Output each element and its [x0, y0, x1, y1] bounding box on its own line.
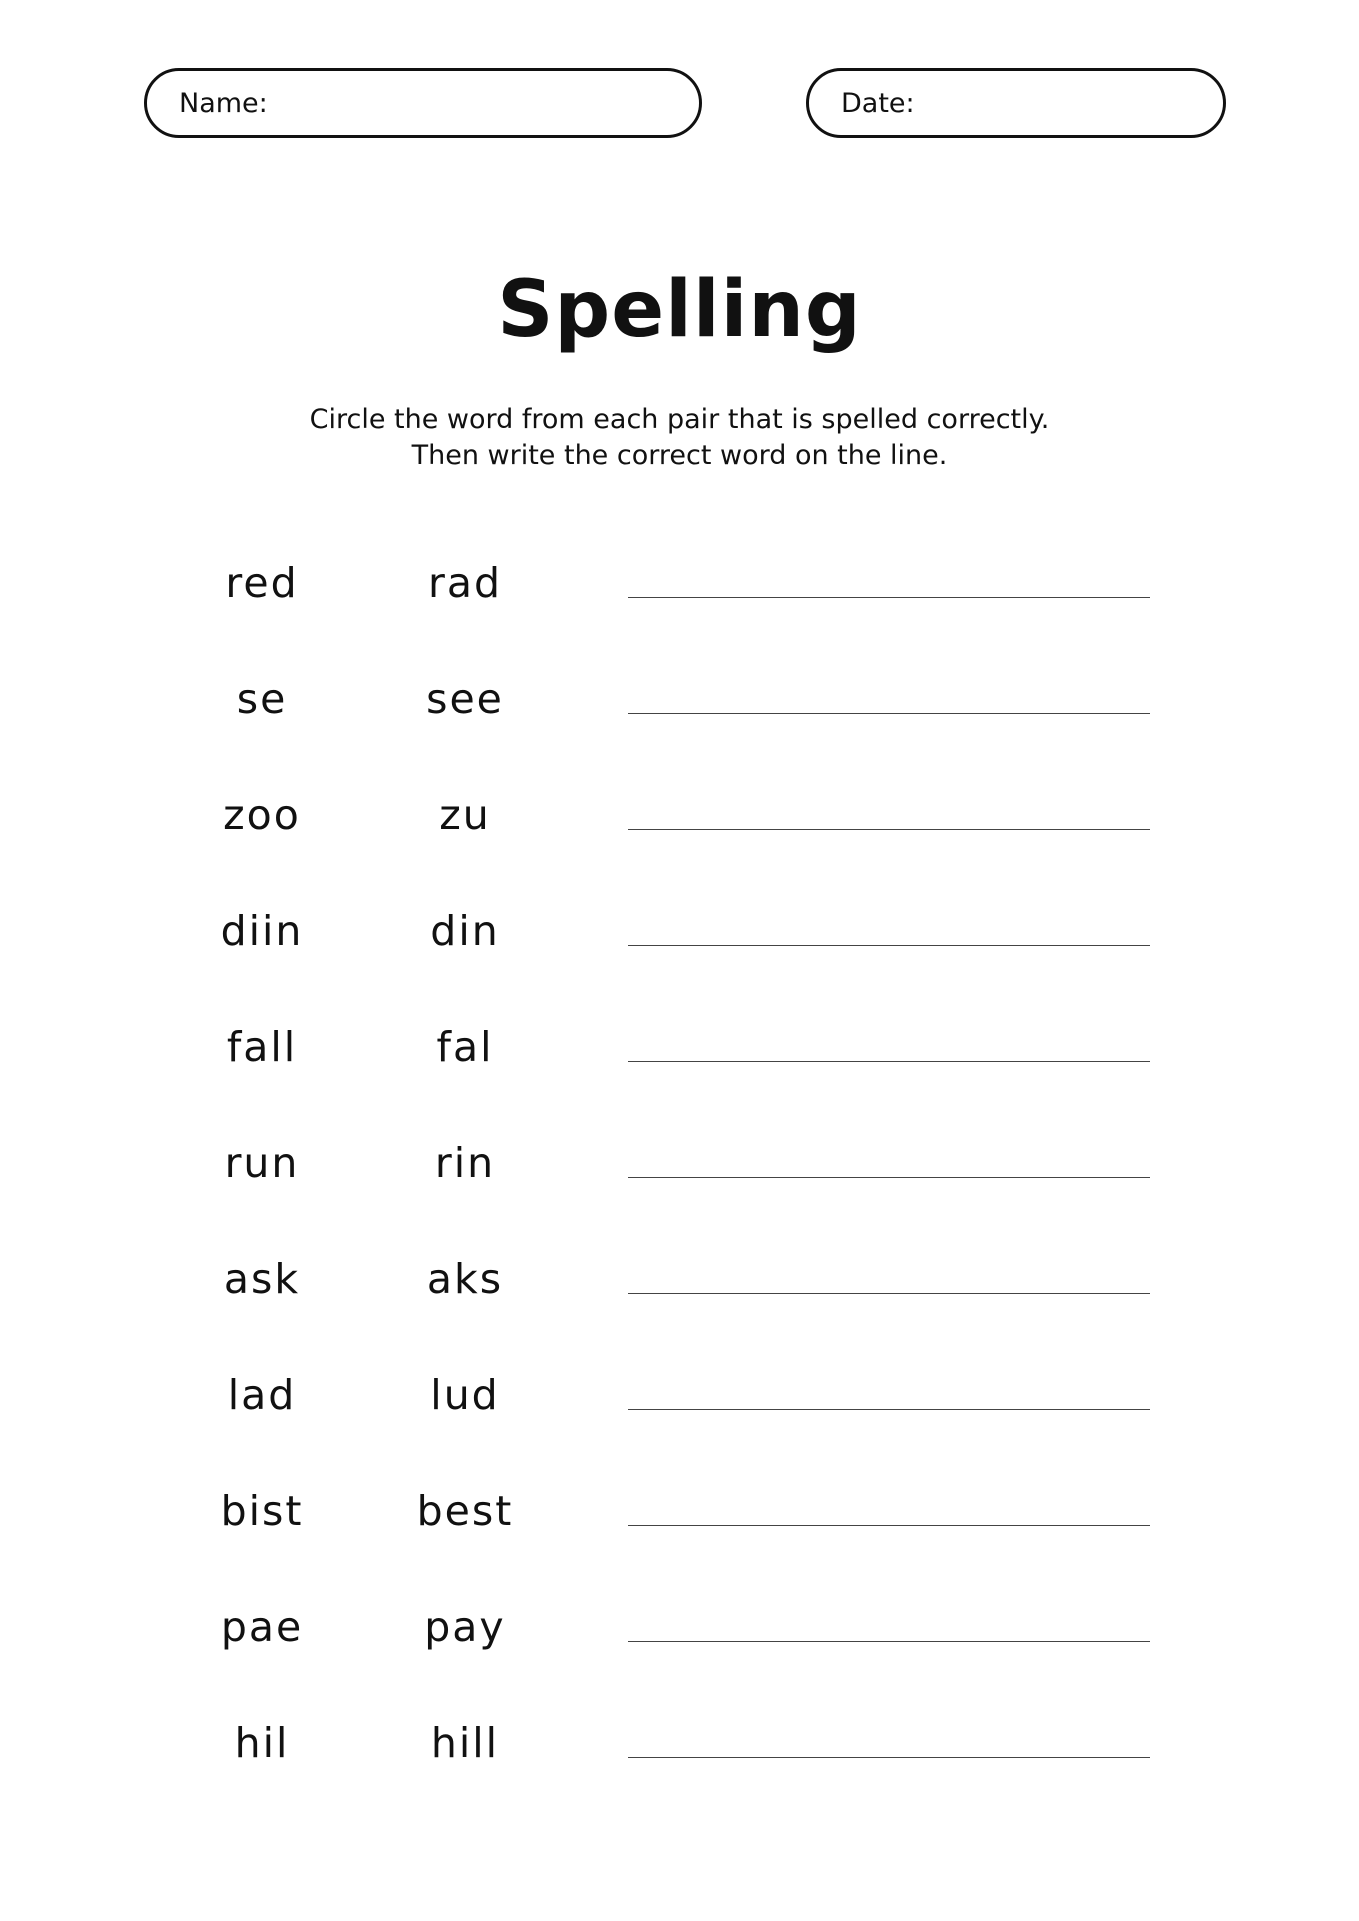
word-option-a[interactable]: diin: [220, 907, 304, 955]
page-title: Spelling: [497, 265, 862, 355]
word-option-b[interactable]: fal: [436, 1023, 494, 1071]
answer-line[interactable]: [628, 829, 1150, 830]
name-field[interactable]: [144, 68, 702, 138]
instructions: [0, 402, 1359, 474]
answer-line[interactable]: [628, 1757, 1150, 1758]
answer-line[interactable]: [628, 1641, 1150, 1642]
word-pair-row: [0, 1597, 1359, 1713]
answer-line[interactable]: [628, 597, 1150, 598]
word-option-a[interactable]: hil: [234, 1719, 290, 1767]
word-pair-list: [0, 553, 1359, 1829]
word-option-b[interactable]: see: [426, 675, 504, 723]
word-pair-row: [0, 901, 1359, 1017]
name-label: Name:: [179, 87, 268, 119]
word-pair-row: [0, 669, 1359, 785]
word-option-a[interactable]: ask: [223, 1255, 301, 1303]
word-pair-row: [0, 553, 1359, 669]
date-label: Date:: [841, 87, 915, 119]
word-pair-row: [0, 1017, 1359, 1133]
answer-line[interactable]: [628, 1293, 1150, 1294]
word-option-b[interactable]: lud: [430, 1371, 500, 1419]
word-option-b[interactable]: rin: [434, 1139, 496, 1187]
word-option-a[interactable]: run: [224, 1139, 300, 1187]
word-option-b[interactable]: best: [416, 1487, 514, 1535]
word-pair-row: [0, 1365, 1359, 1481]
word-option-a[interactable]: red: [225, 559, 299, 607]
answer-line[interactable]: [628, 1177, 1150, 1178]
word-option-a[interactable]: lad: [227, 1371, 297, 1419]
word-pair-row: [0, 1133, 1359, 1249]
word-pair-row: [0, 1713, 1359, 1829]
word-pair-row: [0, 1481, 1359, 1597]
word-option-a[interactable]: zoo: [223, 791, 301, 839]
word-pair-row: [0, 1249, 1359, 1365]
word-option-a[interactable]: bist: [220, 1487, 304, 1535]
word-option-b[interactable]: pay: [424, 1603, 506, 1651]
word-option-b[interactable]: hill: [430, 1719, 500, 1767]
word-option-b[interactable]: aks: [426, 1255, 504, 1303]
word-pair-row: [0, 785, 1359, 901]
word-option-b[interactable]: din: [430, 907, 500, 955]
word-option-a[interactable]: se: [236, 675, 288, 723]
word-option-b[interactable]: rad: [427, 559, 502, 607]
answer-line[interactable]: [628, 713, 1150, 714]
date-field[interactable]: [806, 68, 1226, 138]
answer-line[interactable]: [628, 1409, 1150, 1410]
word-option-b[interactable]: zu: [439, 791, 491, 839]
instructions-line-1: Circle the word from each pair that is spelled correctly.: [309, 404, 1050, 435]
answer-line[interactable]: [628, 945, 1150, 946]
instructions-line-2: Then write the correct word on the line.: [411, 440, 948, 471]
answer-line[interactable]: [628, 1525, 1150, 1526]
word-option-a[interactable]: pae: [220, 1603, 304, 1651]
answer-line[interactable]: [628, 1061, 1150, 1062]
word-option-a[interactable]: fall: [226, 1023, 298, 1071]
